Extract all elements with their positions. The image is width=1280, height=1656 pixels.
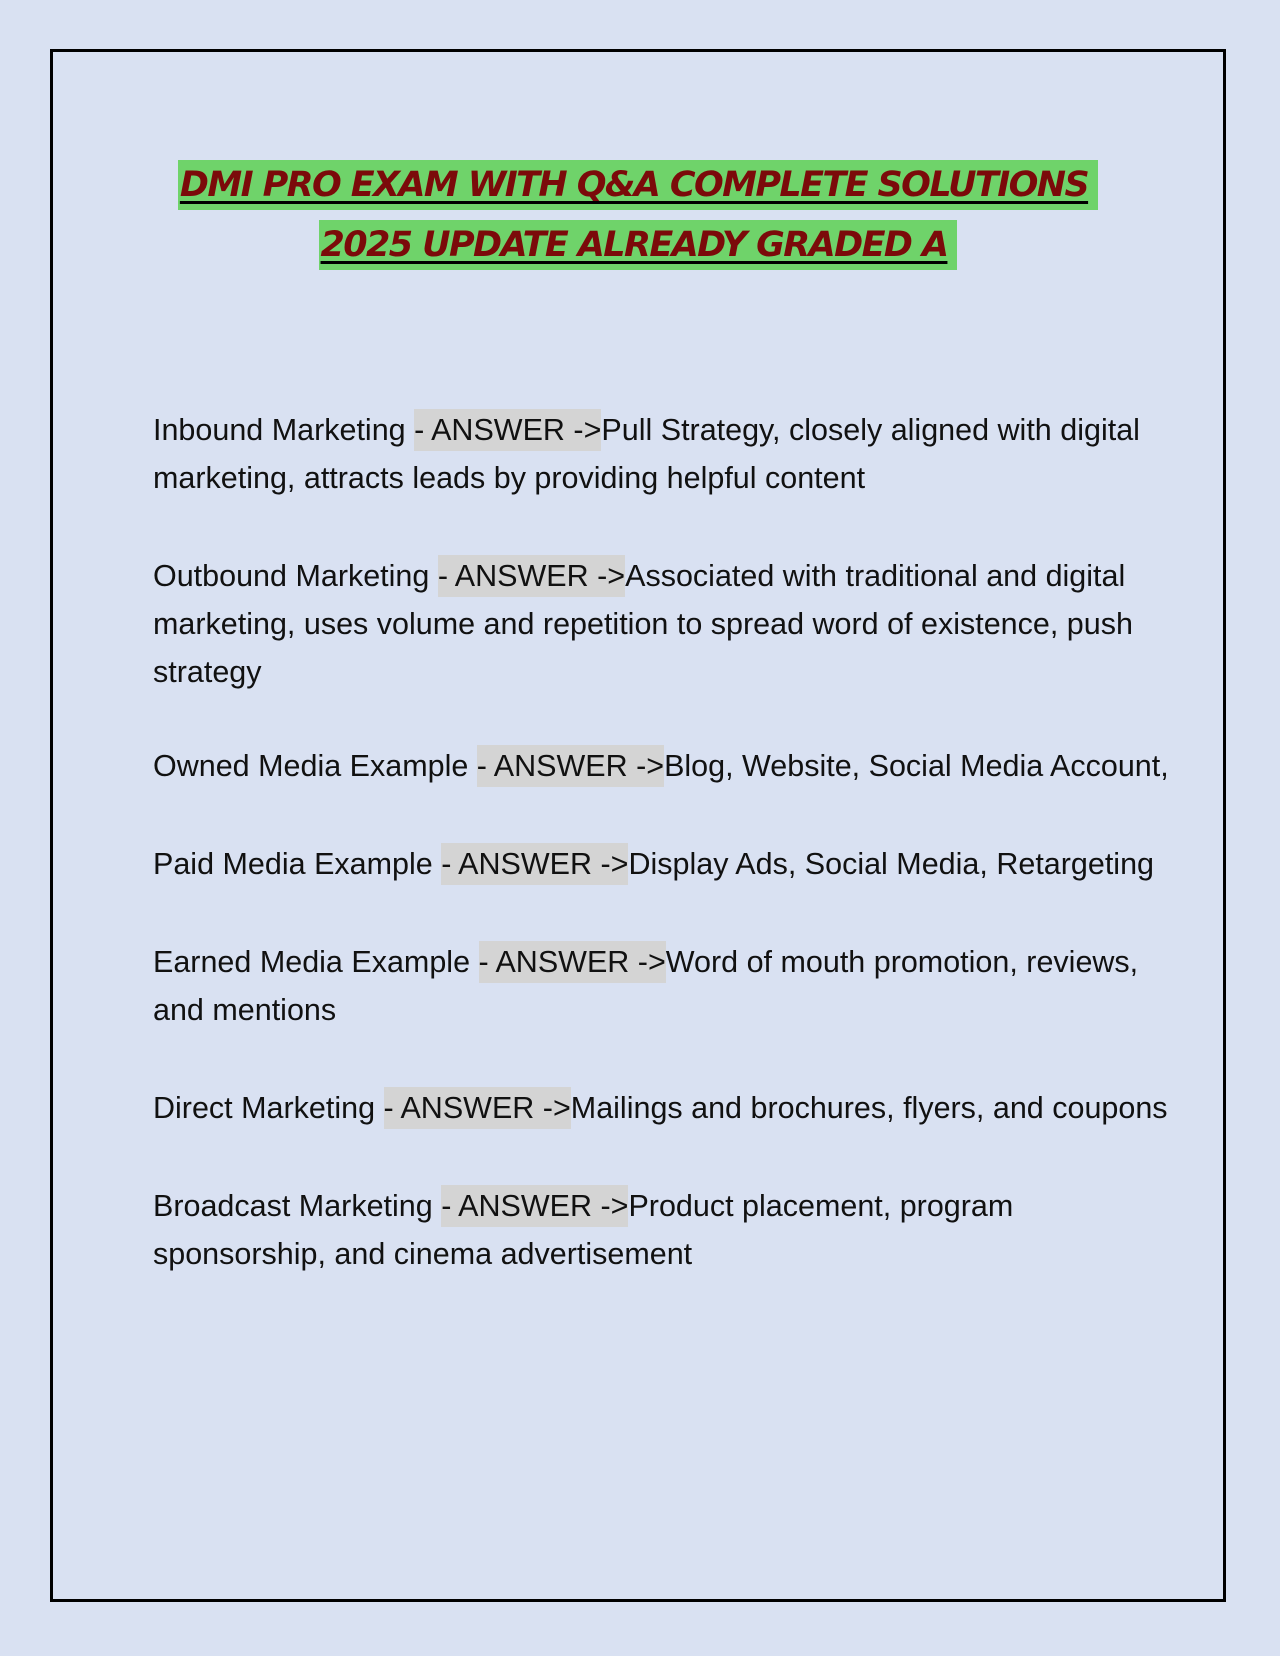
answer-marker: - ANSWER ->: [438, 555, 625, 597]
qa-item-earned-media: [153, 938, 1173, 1034]
qa-answer: Mailings and brochures, flyers, and coupons: [570, 1091, 1168, 1125]
answer-marker: - ANSWER ->: [477, 745, 664, 787]
qa-item-inbound-marketing: [153, 406, 1173, 502]
qa-answer: Product placement, program sponsorship, and cinema advertisement: [153, 1189, 1014, 1271]
document-page-border: [50, 49, 1226, 1602]
title-line-2: 2025 UPDATE ALREADY GRADED A: [319, 220, 958, 270]
qa-item-broadcast-marketing: [153, 1182, 1173, 1278]
qa-item-outbound-marketing: [153, 552, 1173, 696]
qa-term: Outbound Marketing: [153, 559, 438, 593]
answer-marker: - ANSWER ->: [441, 1185, 628, 1227]
qa-term: Earned Media Example: [153, 945, 479, 979]
qa-item-direct-marketing: [153, 1084, 1173, 1132]
answer-marker: - ANSWER ->: [479, 941, 666, 983]
qa-item-owned-media: [153, 742, 1173, 790]
qa-answer: Word of mouth promotion, reviews, and mentions: [153, 945, 1139, 1027]
qa-answer: Associated with traditional and digital marketing, uses volume and repetition to spread word of existence, push strategy: [153, 559, 1133, 689]
qa-answer: Display Ads, Social Media, Retargeting: [628, 847, 1155, 881]
qa-term: Direct Marketing: [153, 1091, 384, 1125]
qa-term: Inbound Marketing: [153, 413, 415, 447]
qa-item-paid-media: [153, 840, 1173, 888]
answer-marker: - ANSWER ->: [384, 1087, 571, 1129]
qa-answer: Blog, Website, Social Media Account,: [664, 749, 1169, 783]
title-line-1: DMI PRO EXAM WITH Q&A COMPLETE SOLUTIONS: [178, 160, 1098, 210]
document-title: [53, 160, 1223, 280]
qa-answer: Pull Strategy, closely aligned with digital marketing, attracts leads by providing helpful content: [153, 413, 1140, 495]
qa-list: [153, 406, 1173, 1328]
qa-term: Broadcast Marketing: [153, 1189, 442, 1223]
qa-term: Owned Media Example: [153, 749, 477, 783]
answer-marker: - ANSWER ->: [414, 409, 601, 451]
answer-marker: - ANSWER ->: [441, 843, 628, 885]
qa-term: Paid Media Example: [153, 847, 442, 881]
